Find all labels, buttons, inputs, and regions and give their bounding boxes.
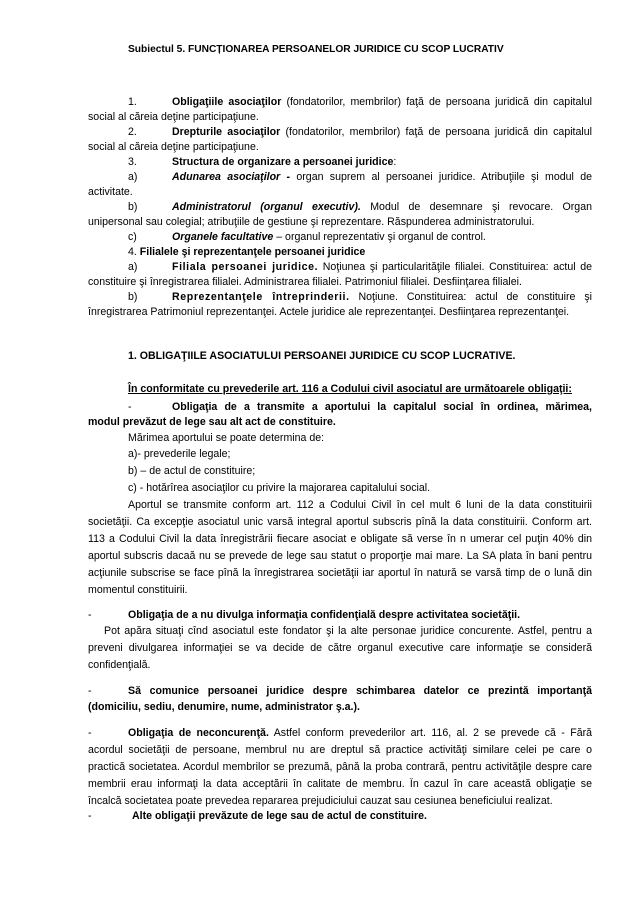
aport-size-b: b) – de actul de constituire;: [128, 465, 256, 477]
obligation-4-text: membrii erau informaţi la data acceptării în calitate de membru. În cazul în care această obligaţie se: [88, 778, 592, 790]
outline-item-2: 2. Drepturile asociaţilor (fondatorilor, membrilor) faţă de persoana juridică din capitalul: [128, 126, 592, 138]
document-title: Subiectul 5. FUNCȚIONAREA PERSOANELOR JURIDICE CU SCOP LUCRATIV: [128, 44, 504, 55]
aport-size-a: a)- prevederile legale;: [128, 448, 231, 460]
obligation-2: - Obligaţia de a nu divulga informaţia confidenţială despre activitatea societăţii.: [88, 609, 521, 621]
aport-size-intro: Mărimea aportului se poate determina de:: [128, 432, 325, 444]
outline-item-3c: c) Organele facultative – organul reprezentativ şi organul de control.: [128, 231, 486, 243]
obligation-2-text: preveni divulgarea informaţiei se va decide de către organul executive care informaţie se consideră: [88, 642, 592, 654]
aport-paragraph-line: aportul subscris dacaă nu se prevede de lege sau statut o proporţie mai mare. La SA plata în bani pentru: [88, 550, 592, 562]
obligation-3: - Să comunice persoanei juridice despre schimbarea datelor ce prezintă importanţă: [88, 685, 592, 697]
aport-paragraph-line: momentul constituirii.: [88, 584, 188, 596]
obligation-4: - Obligaţia de neconcurenţă. Astfel conform prevederilor art. 116, al. 2 se prevede că - Fără: [88, 727, 592, 739]
outline-item-4a: a) Filiala persoanei juridice. Noţiunea şi particularităţile filialei. Constituirea: actul de: [128, 261, 592, 273]
aport-paragraph-line: societăţii. Ca excepţie asociatul unic varsă integral aportul subscris pînă la data constituirii. Conform art.: [88, 516, 592, 528]
aport-paragraph-line: acţiunile subscrise se face pînă la înregistrarea societăţii iar aportul în natură se varsă timp de o lună din: [88, 567, 592, 579]
outline-item-2-cont: social al căreia deţine participaţiune.: [88, 141, 259, 153]
section-heading: 1. OBLIGAŢIILE ASOCIATULUI PERSOANEI JURIDICE CU SCOP LUCRATIVE.: [128, 350, 516, 362]
obligation-4-text: încalcă societatea poate prevedea repararea prejudiciului cauzat sau cesiunea beneficiului realizat.: [88, 795, 553, 807]
obligation-5: - Alte obligaţii prevăzute de lege sau de actul de constituire.: [88, 810, 427, 822]
obligation-2-text: confidenţială.: [88, 659, 151, 671]
outline-item-3: 3. Structura de organizare a persoanei juridice:: [128, 156, 397, 168]
outline-item-4a-cont: constituire şi înregistrarea filialei. Administrarea filialei. Patrimoniul filialei. Desfiinţarea filialei.: [88, 276, 522, 288]
outline-item-1: 1. Obligaţiile asociaţilor (fondatorilor, membrilor) faţă de persoana juridică din capitalul: [128, 96, 592, 108]
obligation-2-text: Pot apăra situaţi cînd asociatul este fondator şi la alte personae juridice concurente. Astfel, pentru a: [104, 625, 592, 637]
outline-item-3b-cont: unipersonal sau colegial; atribuţiile de gestiune şi reprezentare. Răspunderea administratorului.: [88, 216, 535, 228]
aport-size-c: c) - hotărîrea asociaţilor cu privire la majorarea capitalului social.: [128, 482, 431, 494]
obligation-1-cont: modul prevăzut de lege sau alt act de constituire.: [88, 416, 336, 428]
outline-item-3a: a) Adunarea asociaţilor - organ suprem al persoanei juridice. Atribuţiile şi modul de: [128, 171, 592, 183]
outline-item-3b: b) Administratorul (organul executiv). Modul de desemnare şi revocare. Organ: [128, 201, 592, 213]
outline-item-4: 4. Filialele şi reprezentanţele persoanei juridice: [128, 246, 366, 258]
outline-item-1-cont: social al căreia deţine participaţiune.: [88, 111, 259, 123]
outline-item-4b-cont: înregistrarea Patrimoniul reprezentanţei. Actele juridice ale reprezentanţei. Desfiinţarea reprezentanţei.: [88, 306, 570, 318]
outline-item-3a-cont: activitate.: [88, 186, 133, 198]
obligation-1: - Obligaţia de a transmite a aportului la capitalul social în ordinea, mărimea,: [128, 401, 592, 413]
obligation-4-text: acordul societăţii de persoane, membrul nu are dreptul să practice activităţi similare celei pe care o: [88, 744, 592, 756]
aport-paragraph-line: 113 a Codului Civil la data înregistrării fiecare asociat e obligate să verse în n umerar cel puţin 40% din: [88, 533, 592, 545]
obligation-4-text: practică societatea. Acordul membrilor se prezumă, până la proba contrară, pentru activităţile despre care: [88, 761, 592, 773]
obligation-3-cont: (domiciliu, sediu, denumire, nume, administrator ş.a.).: [88, 701, 360, 713]
section-intro: În conformitate cu prevederile art. 116 a Codului civil asociatul are următoarele obligaţii:: [128, 383, 572, 395]
outline-item-4b: b) Reprezentanţele întreprinderii. Noţiune. Constituirea: actul de constituire şi: [128, 291, 592, 303]
aport-paragraph-line: Aportul se transmite conform art. 112 a Codului Civil în cel mult 6 luni de la data constituirii: [128, 499, 592, 511]
